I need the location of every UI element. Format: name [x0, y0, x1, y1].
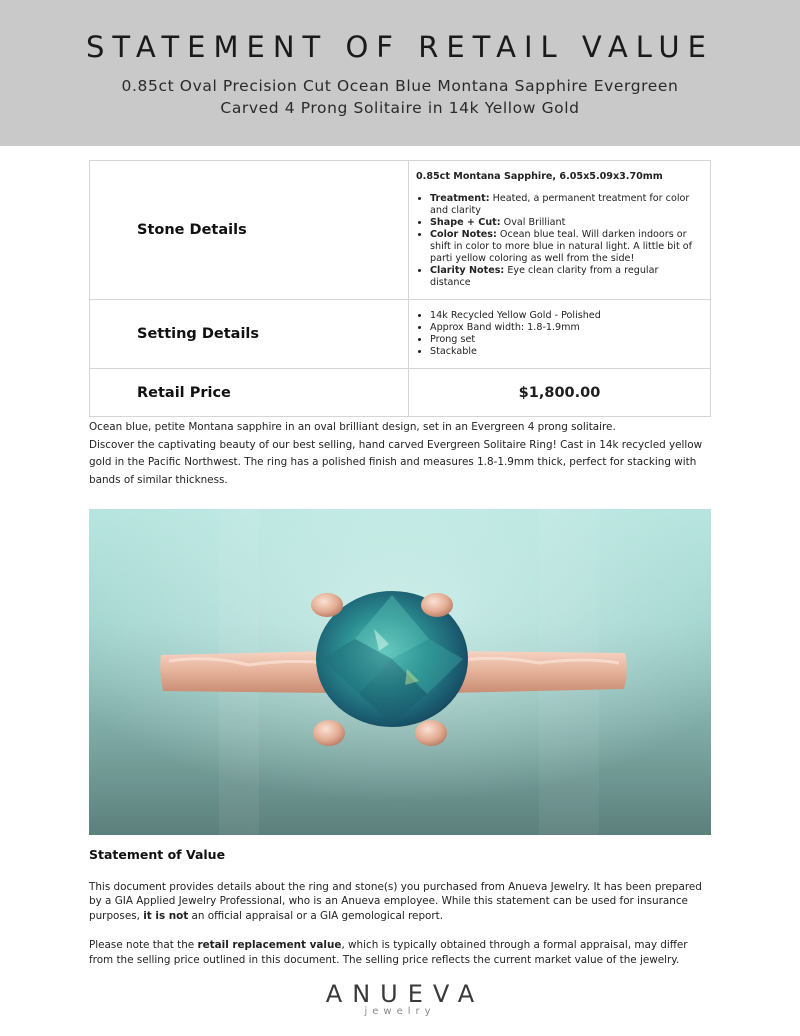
statement-paragraph-2: Please note that the retail replacement value, which is typically obtained through a formal appraisal, may differ from the selling price outlined in this document. The selling price reflects the current market value of the jewelry. [89, 939, 688, 966]
product-photo [89, 509, 711, 835]
setting-details-row [90, 300, 711, 369]
list-item: • Shape + Cut: Oval Brilliant [430, 217, 696, 229]
header-banner [0, 0, 800, 146]
ring-illustration [89, 509, 711, 835]
description-line-2: Discover the captivating beauty of our best selling, hand carved Evergreen Solitaire Ring! Cast in 14k recycled yellow gold in the Pacific Northwest. The ring has a polished finish and measures 1.8-1.9mm thick, perfect for stacking with bands of similar thickness. [89, 438, 703, 486]
setting-details-label: Setting Details [90, 300, 409, 369]
setting-details-list [416, 310, 696, 358]
anueva-logo [0, 980, 800, 1017]
stone-details-label: Stone Details [90, 161, 409, 300]
logo-brand: ANUEVA [325, 980, 485, 1008]
statement-heading: Statement of Value [89, 847, 226, 862]
list-item: • Approx Band width: 1.8-1.9mm [430, 322, 696, 334]
logo-subtext: jewelry [364, 1006, 436, 1017]
statement-paragraph-1: This document provides details about the ring and stone(s) you purchased from Anueva Jewelry. It has been prepared by a GIA Applied Jewelry Professional, who is an Anueva employee. While this statement can be used for insurance purposes, it is not an official appraisal or a GIA gemological report. [89, 880, 702, 922]
stone-title: 0.85ct Montana Sapphire, 6.05x5.09x3.70mm [416, 171, 663, 182]
document-title: STATEMENT OF RETAIL VALUE [86, 30, 714, 64]
product-description [89, 419, 711, 489]
stone-details-list [416, 193, 696, 289]
list-item: • Color Notes: Ocean blue teal. Will darken indoors or shift in color to more blue in natural light. A little bit of parti yellow coloring as well from the side! [430, 229, 696, 265]
retail-price-value: $1,800.00 [409, 369, 711, 417]
statement-of-value [89, 848, 711, 982]
description-line-1: Ocean blue, petite Montana sapphire in an oval brilliant design, set in an Evergreen 4 prong solitaire. [89, 421, 616, 433]
list-item: • Prong set [430, 334, 696, 346]
list-item: • Treatment: Heated, a permanent treatment for color and clarity [430, 193, 696, 217]
retail-price-label: Retail Price [90, 369, 409, 417]
details-table [89, 160, 711, 417]
retail-price-row [90, 369, 711, 417]
setting-details-info [409, 300, 711, 369]
list-item: • 14k Recycled Yellow Gold - Polished [430, 310, 696, 322]
product-subtitle: 0.85ct Oval Precision Cut Ocean Blue Montana Sapphire Evergreen Carved 4 Prong Solitaire in 14k Yellow Gold [121, 77, 679, 117]
stone-details-row [90, 161, 711, 300]
stone-details-info [409, 161, 711, 300]
list-item: • Clarity Notes: Eye clean clarity from a regular distance [430, 265, 696, 289]
list-item: • Stackable [430, 346, 696, 358]
